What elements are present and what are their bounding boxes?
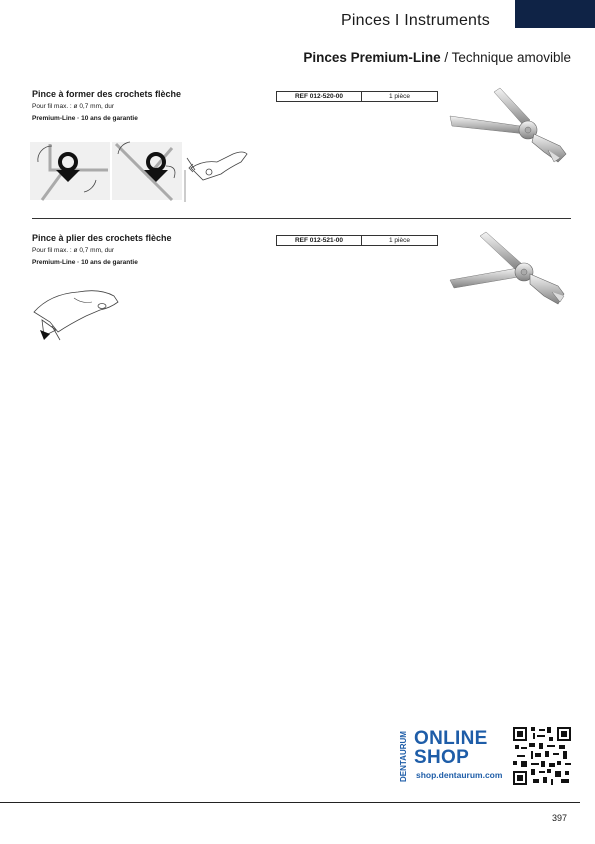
product-spec: Pour fil max. : ø 0,7 mm, dur — [32, 103, 114, 110]
dentaurum-vertical-logo — [394, 728, 410, 784]
product-warranty: Premium-Line · 10 ans de garantie — [32, 115, 138, 122]
ref-quantity: 1 pièce — [389, 237, 410, 244]
bend-diagram-step-1 — [30, 136, 110, 202]
ref-quantity: 1 pièce — [389, 93, 410, 100]
hand-using-pliers-illustration — [30, 282, 120, 342]
ref-table — [276, 91, 438, 102]
section-title-bold: Pinces Premium-Line — [303, 50, 441, 65]
section-title-rest: / Technique amovible — [440, 50, 571, 65]
ref-table — [276, 235, 438, 246]
page-header-title: Pinces I Instruments — [341, 12, 490, 29]
ref-number: REF 012-520-00 — [277, 92, 362, 101]
section-divider — [32, 218, 571, 219]
pliers-image — [448, 86, 570, 168]
page-number: 397 — [552, 813, 568, 823]
online-shop-heading-line2: SHOP — [414, 747, 470, 768]
shop-url-link[interactable]: shop.dentaurum.com — [416, 770, 503, 780]
footer-rule — [0, 802, 580, 803]
product-title: Pince à plier des crochets flèche — [32, 233, 172, 243]
bend-diagram-step-2 — [112, 136, 182, 202]
product-warranty: Premium-Line · 10 ans de garantie — [32, 259, 138, 266]
hand-using-pliers-illustration — [183, 140, 249, 202]
ref-number: REF 012-521-00 — [277, 236, 362, 245]
pliers-image — [448, 230, 570, 312]
product-title: Pince à former des crochets flèche — [32, 89, 182, 99]
product-spec: Pour fil max. : ø 0,7 mm, dur — [32, 247, 114, 254]
qr-code[interactable] — [513, 727, 571, 785]
brand-color-bar — [515, 0, 595, 28]
dentaurum-vertical-text: DENTAURUM — [399, 731, 408, 782]
section-title — [303, 50, 571, 65]
online-shop-heading-line1: ONLINE — [414, 728, 488, 749]
